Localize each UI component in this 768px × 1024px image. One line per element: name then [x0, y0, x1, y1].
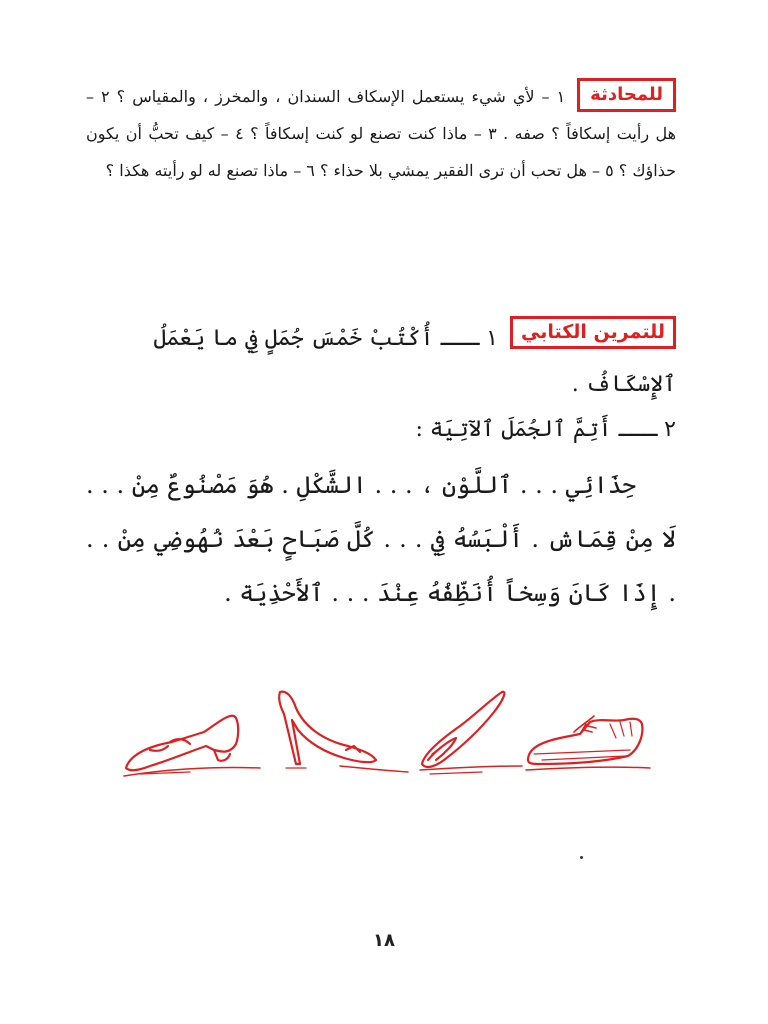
writing-item-2: ٢ ـــ أَتِمَّ ٱلجُمَلَ ٱلآتِيَة :	[415, 417, 676, 442]
pointed-flat-shoe-icon	[420, 692, 522, 774]
oxford-shoe-icon	[526, 716, 650, 770]
conversation-tag: للمحادثة	[577, 78, 676, 112]
loafer-shoe-icon	[124, 716, 260, 776]
page-number: ١٨	[373, 930, 395, 951]
shoes-illustration	[110, 680, 670, 790]
writing-item-1	[86, 316, 676, 408]
conversation-paragraph	[86, 78, 676, 189]
conversation-questions: ١ – لأي شيء يستعمل الإسكاف السندان ، والمخرز ، والمقياس ؟ ٢ – هل رأيت إسكافاً ؟ صفه . ٣ – ماذا كنت تصنع لو كنت إسكافاً ؟ ٤ – كيف تحبُّ أن يكون حذاؤك ؟ ٥ – هل تحب أن ترى الفقير يمشي بلا حذاء ؟ ٦ – ماذا تصنع له لو رأيته هكذا ؟	[86, 87, 677, 180]
writing-exercise-section	[86, 316, 676, 620]
stray-dot	[580, 856, 583, 859]
fill-in-paragraph: حِذَائِي . . . ٱللَّوْن ، . . . الشَّكْلِ . هُوَ مَصْنُوعٌ مِنْ . . . لَا مِنْ قِمَاش . أَلْبَسُهُ فِي . . . كُلَّ صَبَاحٍ بَعْدَ نُهُوضِي مِنْ . . . إِذَا كَانَ وَسِخاً أُنَظِّفُهُ عِنْدَ . . . ٱلأَحْذِيَة .	[86, 471, 676, 607]
conversation-section	[86, 78, 676, 189]
writing-tag: للتمرين الكتابي	[510, 316, 676, 349]
high-heel-shoe-icon	[279, 692, 408, 772]
writing-item-1-text: ١ ـــ أُكْتُبْ خَمْسَ جُمَلٍ فِي ما يَعْمَلُ ٱلإِسْكَافُ .	[153, 326, 676, 397]
